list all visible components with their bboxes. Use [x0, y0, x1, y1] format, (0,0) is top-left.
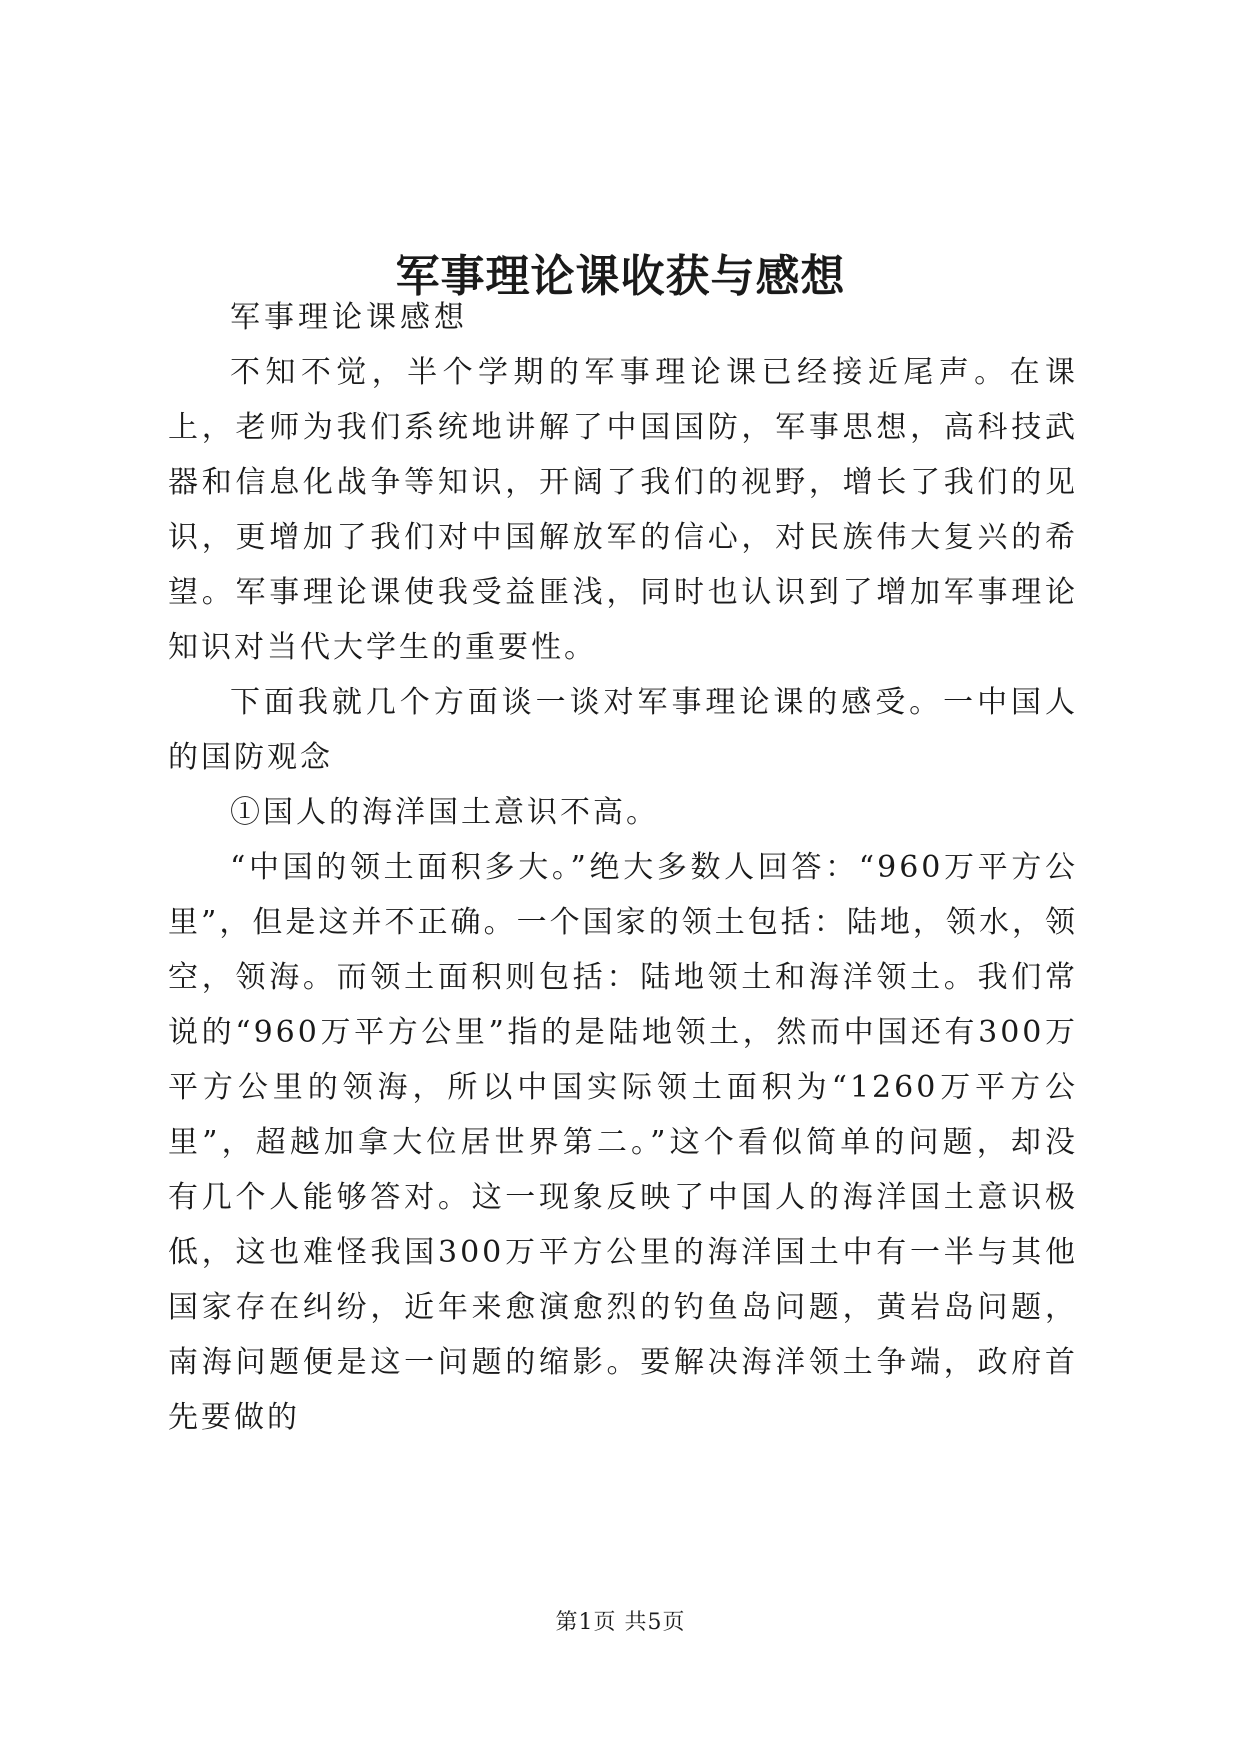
page-footer: 第1页 共5页: [555, 1610, 686, 1635]
paragraph: 下面我就几个方面谈一谈对军事理论课的感受。一中国人的国防观念: [168, 685, 1078, 775]
section-heading: 军事理论课感想: [230, 300, 468, 335]
document-body: [168, 290, 1078, 1445]
paragraph: ①国人的海洋国土意识不高。: [230, 795, 659, 830]
document-title: 军事理论课收获与感想: [395, 251, 846, 303]
paragraph: “中国的领土面积多大。”绝大多数人回答：“960万平方公里”，但是这并不正确。一个国家的领土包括：陆地，领水，领空，领海。而领土面积则包括：陆地领土和海洋领土。我们常说的“960万平方公里”指的是陆地领土，然而中国还有300万平方公里的领海，所以中国实际领土面积为“1260万平方公里”，超越加拿大位居世界第二。”这个看似简单的问题，却没有几个人能够答对。这一现象反映了中国人的海洋国土意识极低，这也难怪我国300万平方公里的海洋国土中有一半与其他国家存在纠纷，近年来愈演愈烈的钓鱼岛问题，黄岩岛问题，南海问题便是这一问题的缩影。要解决海洋领土争端，政府首先要做的: [168, 850, 1078, 1435]
paragraph: 不知不觉，半个学期的军事理论课已经接近尾声。在课上，老师为我们系统地讲解了中国国防，军事思想，高科技武器和信息化战争等知识，开阔了我们的视野，增长了我们的见识，更增加了我们对中国解放军的信心，对民族伟大复兴的希望。军事理论课使我受益匪浅，同时也认识到了增加军事理论知识对当代大学生的重要性。: [168, 355, 1078, 665]
